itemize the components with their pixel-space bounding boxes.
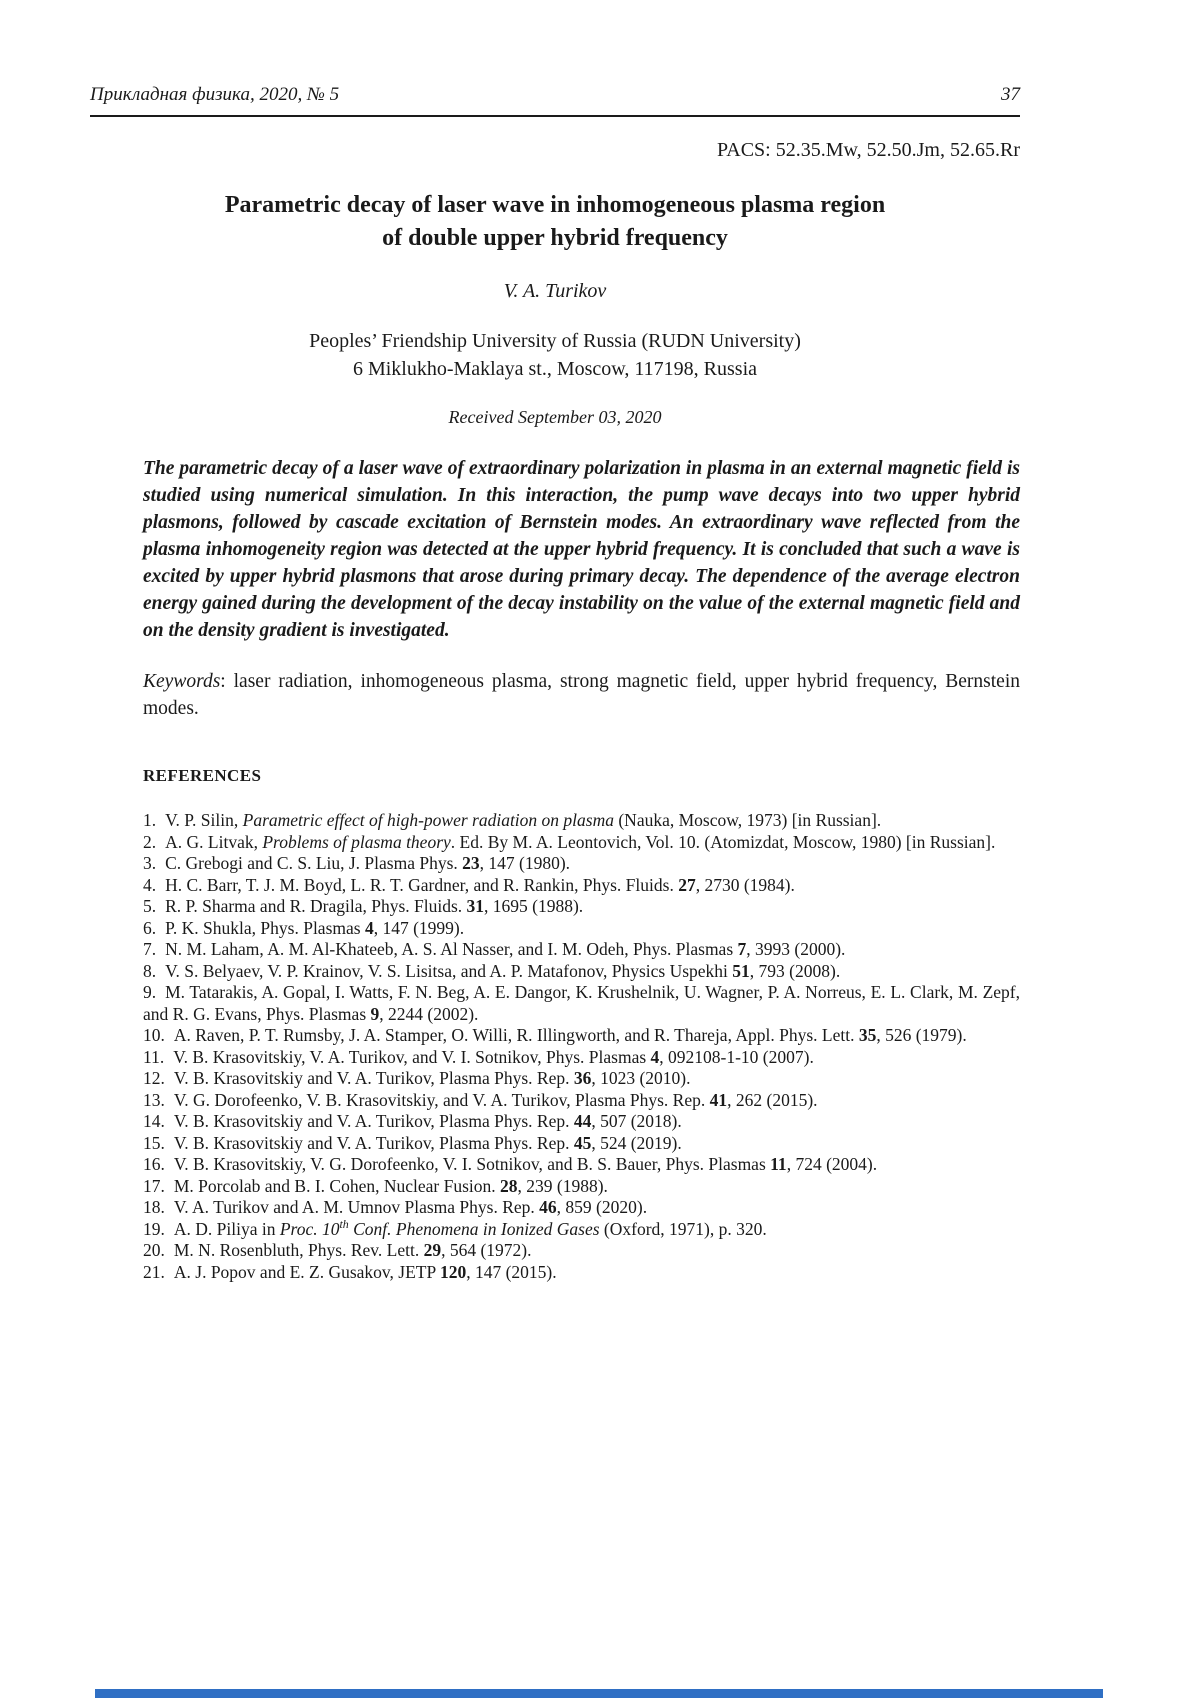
references-list [143,810,1020,1283]
reference-number: 10. [143,1025,165,1045]
reference-number: 19. [143,1218,165,1239]
reference-text-segment: , 147 (2015). [466,1261,557,1282]
reference-text-segment: 4 [364,917,374,938]
reference-text-segment: P. K. Shukla, Phys. Plasmas [165,917,365,938]
reference-number: 14. [143,1111,165,1131]
affiliation [90,327,1020,383]
reference-number: 16. [143,1154,165,1174]
reference-text-segment: , 859 (2020). [556,1197,648,1217]
reference-text-segment: Problems of plasma theory [262,831,451,852]
reference-text-segment: 45 [573,1132,592,1153]
reference-text-segment: 29 [423,1240,442,1260]
reference-text-segment: A. G. Litvak, [165,831,263,852]
references-heading: REFERENCES [143,766,262,785]
keywords-label: Keywords [143,671,221,692]
reference-number: 20. [143,1240,165,1260]
reference-text-segment: , 2244 (2002). [379,1003,479,1024]
reference-text-segment: V. A. Turikov and A. M. Umnov Plasma Phys. Rep. [173,1197,540,1217]
reference-text-segment: V. B. Krasovitskiy and V. A. Turikov, Plasma Phys. Rep. [173,1068,574,1088]
reference-text-segment: , 1023 (2010). [591,1068,691,1088]
reference-text-segment: , 2730 (1984). [695,874,795,895]
reference-text-segment: (Nauka, Moscow, 1973) [in Russian]. [613,810,882,830]
reference-text-segment: V. B. Krasovitskiy and V. A. Turikov, Plasma Phys. Rep. [173,1111,574,1131]
reference-item [143,1025,1020,1047]
reference-text-segment: , 564 (1972). [441,1240,532,1260]
reference-text-segment: V. B. Krasovitskiy, V. A. Turikov, and V. I. Sotnikov, Phys. Plasmas [173,1046,651,1067]
reference-text-segment: 41 [709,1089,728,1110]
reference-item [143,1154,1020,1176]
reference-number: 11. [143,1046,165,1067]
reference-text-segment: , 526 (1979). [876,1025,967,1045]
reference-item [143,939,1020,961]
reference-text-segment: C. Grebogi and C. S. Liu, J. Plasma Phys. [165,853,463,873]
journal-running-title: Прикладная физика, 2020, № 5 [90,84,340,105]
reference-text-segment: Conf. Phenomena in Ionized Gases [348,1218,600,1239]
reference-text-segment: . Ed. By M. A. Leontovich, Vol. 10. (Atomizdat, Moscow, 1980) [in Russian]. [450,831,996,852]
reference-text-segment: , 3993 (2000). [746,939,846,959]
reference-text-segment: V. B. Krasovitskiy, V. G. Dorofeenko, V. I. Sotnikov, and B. S. Bauer, Phys. Plasmas [173,1154,771,1174]
reference-text-segment: V. G. Dorofeenko, V. B. Krasovitskiy, and V. A. Turikov, Plasma Phys. Rep. [173,1089,710,1110]
reference-text-segment: 31 [466,896,485,916]
reference-text-segment: 23 [462,853,480,873]
reference-number: 12. [143,1068,165,1088]
reference-number: 2. [143,831,157,852]
reference-text-segment: , 793 (2008). [749,960,841,981]
article-title-line1: Parametric decay of laser wave in inhomogeneous plasma region [224,192,886,218]
reference-item [143,1133,1020,1155]
reference-text-segment: , 524 (2019). [591,1132,682,1153]
pacs-line: PACS: 52.35.Mw, 52.50.Jm, 52.65.Rr [716,139,1020,161]
article-title-line2: of double upper hybrid frequency [382,225,728,251]
reference-text-segment: , 092108-1-10 (2007). [659,1046,814,1067]
reference-text-segment: th [339,1216,349,1231]
reference-item [143,1262,1020,1284]
keywords-text: : laser radiation, inhomogeneous plasma, strong magnetic field, upper hybrid frequency, Bernstein modes. [143,671,1020,719]
affiliation-line1: Peoples’ Friendship University of Russia (RUDN University) [309,330,801,352]
reference-text-segment: 27 [678,874,696,895]
reference-item [143,832,1020,854]
reference-text-segment: 120 [439,1261,467,1282]
reference-number: 18. [143,1197,165,1217]
reference-item [143,1240,1020,1262]
reference-item [143,1068,1020,1090]
reference-text-segment: , 507 (2018). [591,1111,682,1131]
reference-text-segment: 4 [650,1046,660,1067]
reference-text-segment: , 147 (1999). [373,917,465,938]
reference-number: 13. [143,1089,165,1110]
reference-text-segment: V. S. Belyaev, V. P. Krainov, V. S. Lisitsa, and A. P. Matafonov, Physics Uspekhi [165,960,733,981]
reference-text-segment: A. Raven, P. T. Rumsby, J. A. Stamper, O. Willi, R. Illingworth, and R. Thareja, Appl. Phys. Lett. [173,1025,859,1045]
affiliation-line2: 6 Miklukho-Maklaya st., Moscow, 117198, Russia [352,358,758,380]
abstract-text: The parametric decay of a laser wave of extraordinary polarization in plasma in an external magnetic field is studied using numerical simulation. In this interaction, the pump wave decays into two upper hybrid plasmons, followed by cascade excitation of Bernstein modes. An extraordinary wave reflected from the plasma inhomogeneity region was detected at the upper hybrid frequency. It is concluded that such a wave is excited by upper hybrid plasmons that arose during primary decay. The dependence of the average electron energy gained during the development of the decay instability on the value of the external magnetic field and on the density gradient is investigated. [143,458,1020,641]
reference-number: 9. [143,982,157,1002]
reference-text-segment: V. P. Silin, [165,810,243,830]
reference-text-segment: 28 [500,1175,518,1196]
keywords-paragraph [143,668,1020,722]
reference-number: 8. [143,960,157,981]
reference-text-segment: 44 [573,1111,592,1131]
reference-item [143,982,1020,1025]
reference-text-segment: 35 [858,1025,877,1045]
reference-text-segment: (Oxford, 1971), p. 320. [599,1218,767,1239]
reference-item [143,1090,1020,1112]
reference-item [143,1111,1020,1133]
reference-text-segment: 7 [737,939,747,959]
article-title [90,189,1020,255]
reference-number: 17. [143,1175,165,1196]
reference-text-segment: 9 [370,1003,380,1024]
reference-text-segment: 11 [770,1154,787,1174]
reference-item [143,1216,1020,1241]
received-date: Received September 03, 2020 [448,407,662,427]
reference-text-segment: , 724 (2004). [786,1154,878,1174]
page-number: 37 [1001,84,1020,105]
reference-item [143,853,1020,875]
reference-item [143,896,1020,918]
author-name: V. A. Turikov [503,280,607,302]
reference-number: 1. [143,810,157,830]
reference-number: 15. [143,1132,165,1153]
reference-number: 3. [143,853,157,873]
reference-item [143,875,1020,897]
reference-text-segment: H. C. Barr, T. J. M. Boyd, L. R. T. Gardner, and R. Rankin, Phys. Fluids. [165,874,679,895]
reference-item [143,961,1020,983]
reference-item [143,1047,1020,1069]
reference-text-segment: N. M. Laham, A. M. Al-Khateeb, A. S. Al Nasser, and I. M. Odeh, Phys. Plasmas [165,939,738,959]
reference-text-segment: M. Tatarakis, A. Gopal, I. Watts, F. N. Beg, A. E. Dangor, K. Krushelnik, U. Wagner, P. A. Norreus, E. L. Clark, M. Zepf, and R. G. Evans, Phys. Plasmas [143,982,1020,1024]
reference-text-segment: , 239 (1988). [517,1175,608,1196]
reference-text-segment: , 262 (2015). [727,1089,818,1110]
reference-number: 6. [143,917,157,938]
reference-text-segment: 46 [539,1197,557,1217]
reference-text-segment: M. Porcolab and B. I. Cohen, Nuclear Fusion. [173,1175,501,1196]
reference-item [143,1176,1020,1198]
reference-text-segment: , 147 (1980). [479,853,571,873]
reference-text-segment: R. P. Sharma and R. Dragila, Phys. Fluids. [165,896,467,916]
reference-text-segment: M. N. Rosenbluth, Phys. Rev. Lett. [173,1240,424,1260]
reference-text-segment: V. B. Krasovitskiy and V. A. Turikov, Plasma Phys. Rep. [173,1132,574,1153]
reference-item [143,810,1020,832]
reference-number: 21. [143,1261,165,1282]
reference-text-segment: A. D. Piliya in [173,1218,280,1239]
reference-text-segment: 36 [573,1068,592,1088]
reference-text-segment: , 1695 (1988). [484,896,584,916]
reference-text-segment: Proc. 10 [279,1218,340,1239]
reference-number: 4. [143,874,157,895]
reference-text-segment: Parametric effect of high-power radiation on plasma [242,810,614,830]
reference-number: 7. [143,939,157,959]
reference-item [143,1197,1020,1219]
page-header [90,84,1020,117]
reference-number: 5. [143,896,157,916]
bottom-blue-bar [95,1689,1103,1698]
reference-text-segment: A. J. Popov and E. Z. Gusakov, JETP [173,1261,440,1282]
reference-item [143,918,1020,940]
reference-text-segment: 51 [732,960,750,981]
